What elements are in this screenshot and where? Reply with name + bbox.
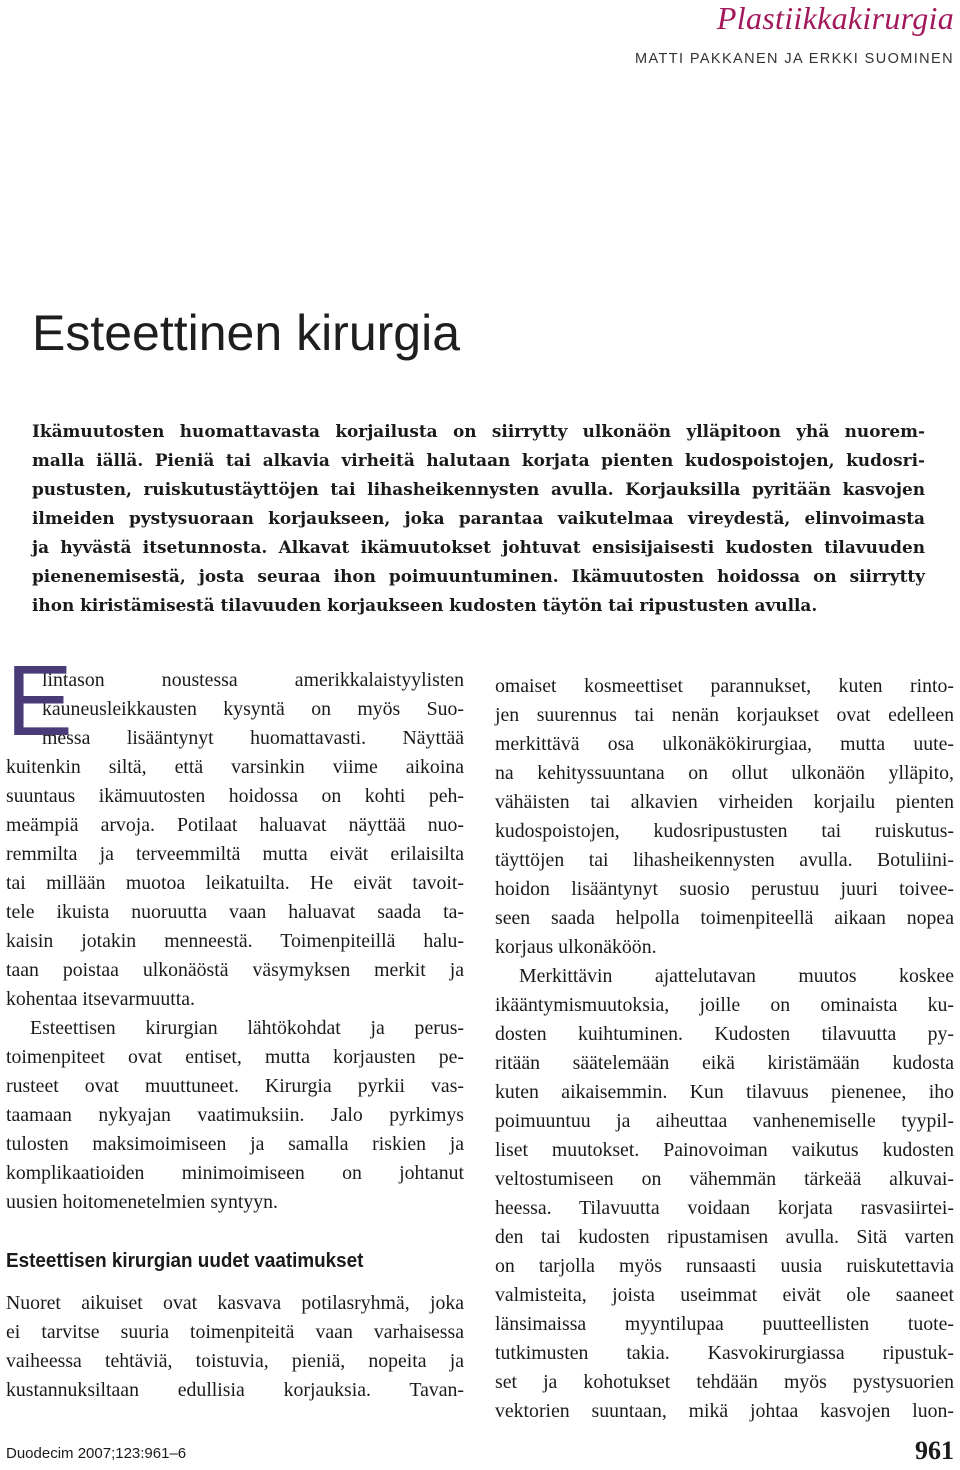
text-line: hoidon lisääntynyt suosio perustuu juuri toivee- [495, 878, 954, 900]
text-line: seen saada helpolla toimenpiteellä aikaan nopea [495, 907, 954, 929]
text-line: heessa. Tilavuutta voidaan korjata rasvasiirtei- [495, 1197, 954, 1219]
text-line: valmisteita, joista useimmat eivät ole saaneet [495, 1284, 954, 1306]
text-line: kauneusleikkausten kysyntä on myös Suo- [42, 698, 464, 720]
lead-line: pustusten, ruiskutustäyttöjen tai lihasheikennysten avulla. Korjauksilla pyritään kasvojen [32, 479, 925, 499]
text-line: tulosten maksimoimiseen ja samalla riskien ja [6, 1133, 464, 1155]
journal-citation: Duodecim 2007;123:961–6 [6, 1445, 187, 1462]
text-line: den tai kudosten ripustamisen avulla. Sitä varten [495, 1226, 954, 1248]
text-line: rusteet ovat muuttuneet. Kirurgia pyrkii vas- [6, 1075, 464, 1097]
text-line: kaisin jotakin menneestä. Toimenpiteillä halu- [6, 930, 464, 952]
right-column [495, 672, 954, 1426]
page-number: 961 [915, 1436, 954, 1465]
lead-line: ilmeiden pystysuoraan korjaukseen, joka parantaa vaikutelmaa vireydestä, elinvoimasta [32, 508, 925, 528]
text-line: suuntaus ikämuutosten hoidossa on kohti peh- [6, 785, 464, 807]
lead-line: pienenemisestä, josta seuraa ihon poimuuntuminen. Ikämuutosten hoidossa on siirrytty [32, 566, 925, 586]
text-line: veltostumiseen on vähemmän tärkeää alkuvai- [495, 1168, 954, 1190]
text-line: jen suurennus tai nenän korjaukset ovat edelleen [495, 704, 954, 726]
lead-line: ja hyvästä itsetunnosta. Alkavat ikämuutokset johtuvat ensisijaisesti kudosten tilavuuden [32, 537, 925, 557]
drop-cap-letter: E [6, 645, 73, 757]
text-line: liset muutokset. Painovoiman vaikutus kudosten [495, 1139, 954, 1161]
text-line: vähäisten tai alkavien virheiden korjailu pienten [495, 791, 954, 813]
text-line: kuten aikaisemmin. Kun tilavuus pienenee, iho [495, 1081, 954, 1103]
lead-paragraph [32, 417, 925, 620]
text-line: remmilta ja terveemmiltä mutta eivät erilaisilta [6, 843, 464, 865]
text-line: uusien hoitomenetelmien syntyyn. [6, 1191, 278, 1213]
text-line: komplikaatioiden minimoimiseen on johtanut [6, 1162, 464, 1184]
text-line: ikääntymismuutoksia, joille on ominaista ku- [495, 994, 954, 1016]
authors-line: MATTI PAKKANEN JA ERKKI SUOMINEN [634, 51, 954, 67]
paragraph [6, 1014, 464, 1217]
text-line: tutkimusten takia. Kasvokirurgiassa ripustuk- [495, 1342, 954, 1364]
text-line: tele ikuista nuoruutta vaan haluavat saada ta- [6, 901, 464, 923]
text-line: vaiheessa tehtäviä, toistuvia, pieniä, nopeita ja [6, 1350, 464, 1372]
lead-line: Ikämuutosten huomattavasta korjailusta on siirrytty ulkonäön ylläpitoon yhä nuorem- [32, 421, 925, 441]
text-line: taamaan nykyajan vaatimuksiin. Jalo pyrkimys [6, 1104, 464, 1126]
text-line: tai millään muotoa leikatuilta. He eivät tavoit- [6, 872, 464, 894]
text-line: on tarjolla myös runsaasti uusia ruiskutettavia [495, 1255, 954, 1277]
lead-line: ihon kiristämisestä tilavuuden korjaukseen kudosten täytön tai ripustusten avulla. [32, 595, 818, 615]
text-line: set ja kohotukset tehdään myös pystysuorien [495, 1371, 954, 1393]
lead-line: malla iällä. Pieniä tai alkavia virheitä halutaan korjata pienten kudospoistojen, kudosri- [32, 450, 925, 470]
text-line: merkittävä osa ulkonäkökirurgiaa, mutta uute- [495, 733, 954, 755]
section-subheading: Esteettisen kirurgian uudet vaatimukset [6, 1249, 364, 1272]
text-line: dosten kuihtuminen. Kudosten tilavuutta py- [495, 1023, 954, 1045]
text-line: täyttöjen tai lihasheikennysten avulla. Botuliini- [495, 849, 954, 871]
text-line: kohentaa itsevarmuutta. [6, 988, 195, 1010]
text-line: messa lisääntynyt huomattavasti. Näyttää [42, 727, 464, 749]
text-line: länsimaissa myyntilupaa puutteellisten tuote- [495, 1313, 954, 1335]
drop-cap [6, 645, 73, 757]
text-line: ei tarvitse suuria toimenpiteitä vaan varhaisessa [6, 1321, 464, 1343]
text-line: lintason noustessa amerikkalaistyylisten [42, 669, 464, 691]
section-title: Plastiikkakirurgia [716, 0, 954, 36]
paragraph [6, 666, 464, 1014]
article-title: Esteettinen kirurgia [32, 305, 461, 361]
text-line: vektorien suuntaan, mikä johtaa kasvojen luon- [495, 1400, 954, 1422]
text-line: na kehityssuuntana on ollut ulkonäön ylläpito, [495, 762, 954, 784]
text-line: kuitenkin siltä, että varsinkin viime aikoina [6, 756, 464, 778]
text-line: kudospoistojen, kudosripustusten tai ruiskutus- [495, 820, 954, 842]
text-line: omaiset kosmeettiset parannukset, kuten rinto- [495, 675, 954, 697]
text-line: korjaus ulkonäköön. [495, 936, 657, 958]
text-line: kustannuksiltaan edullisia korjauksia. Tavan- [6, 1379, 464, 1401]
text-line: meämpiä arvoja. Potilaat haluavat näyttää nuo- [6, 814, 464, 836]
paragraph [495, 672, 954, 962]
text-line: toimenpiteet ovat entiset, mutta korjausten pe- [6, 1046, 464, 1068]
left-column [6, 645, 464, 1405]
text-line: taan poistaa ulkonäöstä väsymyksen merkit ja [6, 959, 464, 981]
text-line: poimuuntuu ja aiheuttaa vanhenemiselle tyypil- [495, 1110, 954, 1132]
text-line: Merkittävin ajattelutavan muutos koskee [519, 965, 954, 987]
paragraph [6, 1289, 464, 1405]
paragraph [495, 962, 954, 1426]
text-line: Nuoret aikuiset ovat kasvava potilasryhmä, joka [6, 1292, 464, 1314]
text-line: ritään säätelemään eikä kiristämään kudosta [495, 1052, 954, 1074]
text-line: Esteettisen kirurgian lähtökohdat ja perus- [30, 1017, 464, 1039]
